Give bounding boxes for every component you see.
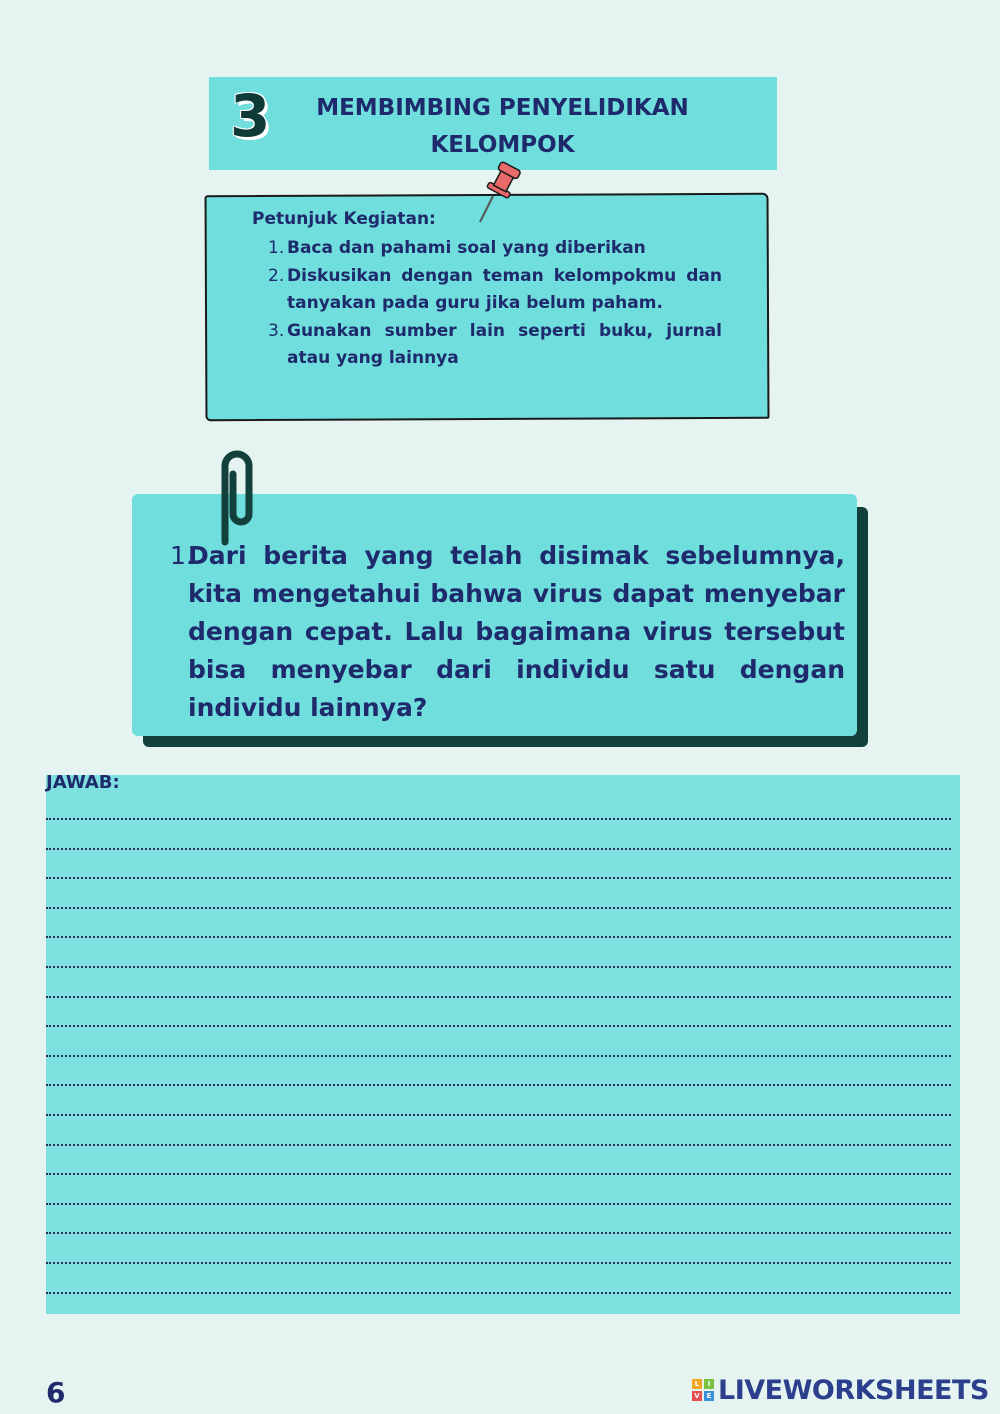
list-item <box>268 235 722 263</box>
question-number: 1. <box>170 541 194 570</box>
answer-line[interactable] <box>46 1144 951 1146</box>
section-title-line1: MEMBIMBING PENYELIDIKAN <box>316 95 689 121</box>
answer-line[interactable] <box>46 877 951 879</box>
instructions-list <box>268 235 722 373</box>
page-number: 6 <box>46 1376 66 1409</box>
paperclip-icon <box>208 444 260 546</box>
pushpin-icon <box>468 160 524 228</box>
brand-text: LIVEWORKSHEETS <box>718 1374 989 1406</box>
question-text: Dari berita yang telah disimak sebelumnya, kita mengetahui bahwa virus dapat menyebar dengan cepat. Lalu bagaimana virus tersebut bisa menyebar dari individu satu dengan individu lainnya? <box>188 541 845 722</box>
list-item-number: 3. <box>268 320 285 341</box>
brand-grid-icon <box>692 1379 714 1401</box>
answer-line[interactable] <box>46 1114 951 1116</box>
question-list <box>170 537 845 727</box>
question-item <box>170 537 845 727</box>
answer-line[interactable] <box>46 1173 951 1175</box>
answer-line[interactable] <box>46 1292 951 1294</box>
list-item-text: Gunakan sumber lain seperti buku, jurnal atau yang lainnya <box>287 320 722 368</box>
answer-line[interactable] <box>46 1232 951 1234</box>
instructions-heading: Petunjuk Kegiatan: <box>252 209 436 229</box>
answer-line[interactable] <box>46 1055 951 1057</box>
answer-line[interactable] <box>46 936 951 938</box>
answer-line[interactable] <box>46 907 951 909</box>
answer-line[interactable] <box>46 1203 951 1205</box>
list-item <box>268 318 722 373</box>
step-number: 3 <box>230 82 271 150</box>
brand-letter: L <box>692 1379 702 1389</box>
liveworksheets-logo <box>692 1374 989 1406</box>
answer-line[interactable] <box>46 1025 951 1027</box>
section-title <box>300 90 705 164</box>
list-item-number: 2. <box>268 265 285 286</box>
list-item-text: Diskusikan dengan teman kelompokmu dan tanyakan pada guru jika belum paham. <box>287 265 722 313</box>
brand-letter: E <box>704 1391 714 1401</box>
list-item <box>268 263 722 318</box>
answer-line[interactable] <box>46 1262 951 1264</box>
brand-letter: V <box>692 1391 702 1401</box>
answer-line[interactable] <box>46 818 951 820</box>
answer-line[interactable] <box>46 1084 951 1086</box>
answer-line[interactable] <box>46 848 951 850</box>
list-item-text: Baca dan pahami soal yang diberikan <box>287 238 646 258</box>
brand-letter: I <box>704 1379 714 1389</box>
answer-line[interactable] <box>46 966 951 968</box>
answer-label: JAWAB: <box>46 772 120 793</box>
section-title-line2: KELOMPOK <box>430 132 575 158</box>
answer-line[interactable] <box>46 996 951 998</box>
list-item-number: 1. <box>268 238 285 258</box>
